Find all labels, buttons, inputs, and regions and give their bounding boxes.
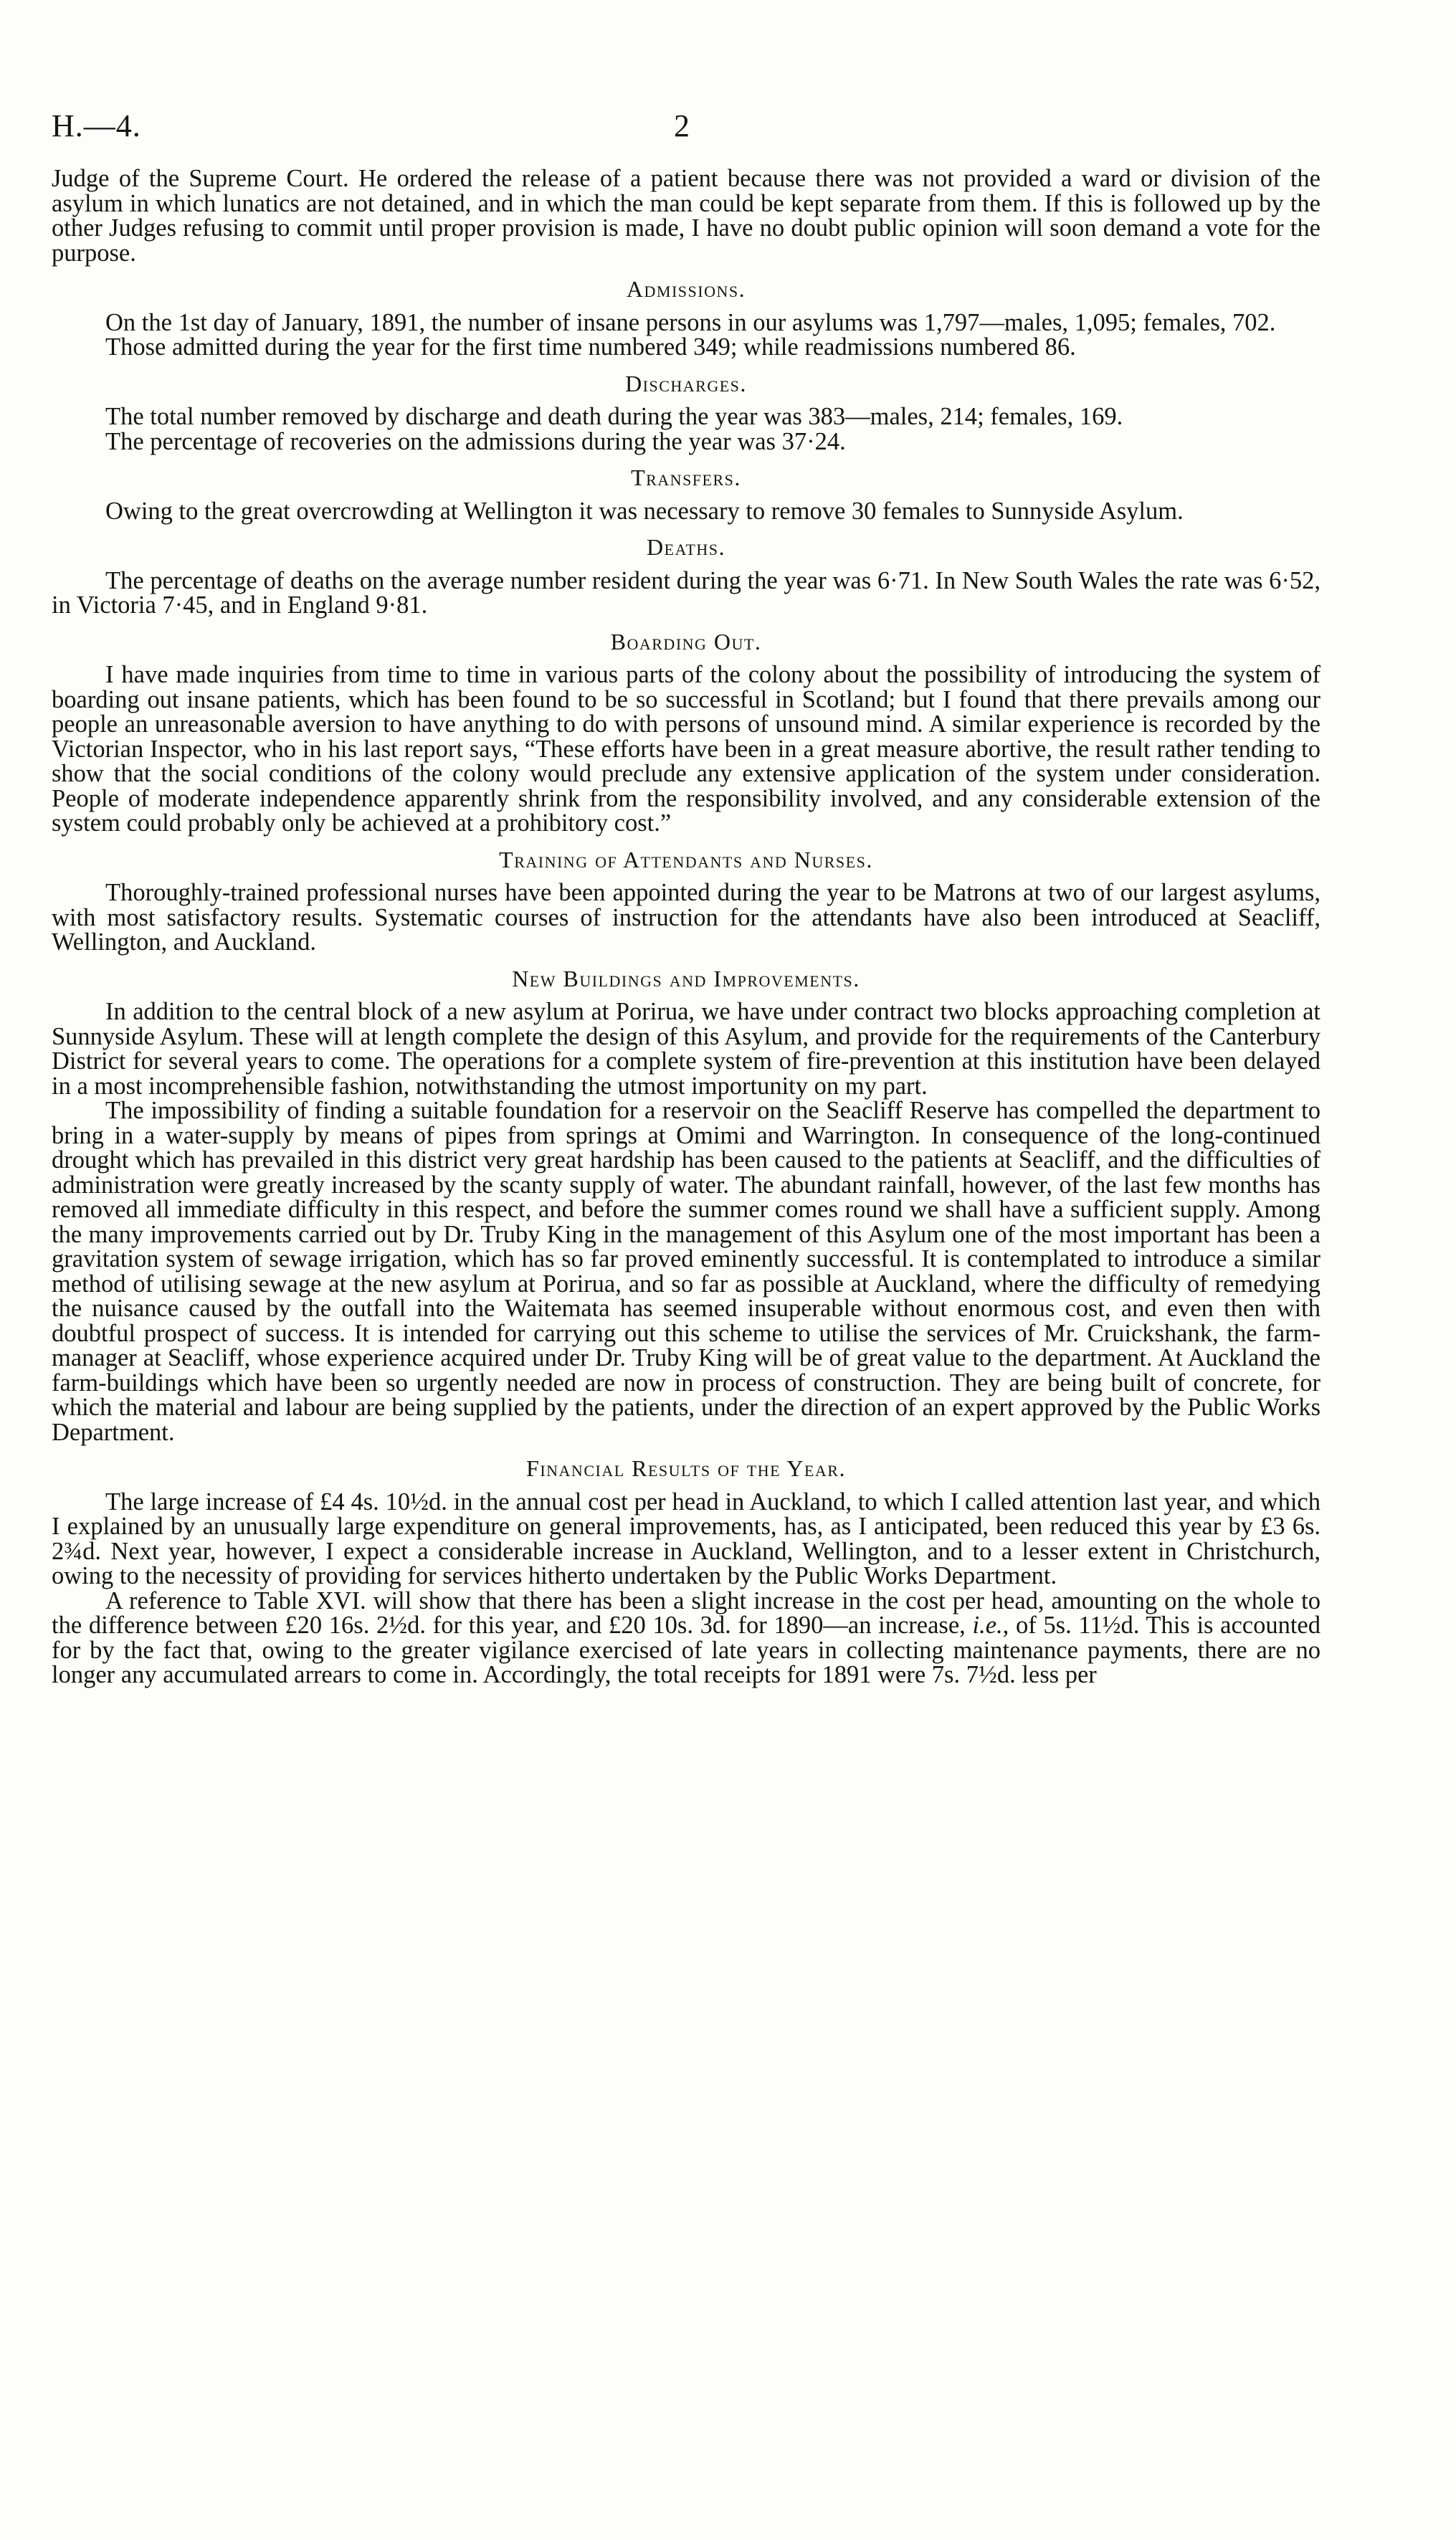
admissions-paragraph-1: On the 1st day of January, 1891, the number of insane persons in our asylums was 1,797—males, 1,095; females, 702. — [105, 308, 1276, 336]
heading-new-buildings: New Buildings and Improvements. — [512, 965, 860, 991]
admissions-paragraph-2: Those admitted during the year for the first time numbered 349; while readmissions numbered 86. — [105, 333, 1076, 361]
financial-paragraph-2-part-1: A reference to Table XVI. will show that there has been a slight increase in the cost per head, amounting on the whole to the difference between £20 16s. 2½d. for this year, and £20 10s. 3d. for 1890—an increase, — [52, 1587, 1321, 1639]
intro-paragraph: Judge of the Supreme Court. He ordered the release of a patient because there was not provided a ward or division of the asylum in which lunatics are not detained, and in which the man could be kept separate from them. If this is followed up by the other Judges refusing to commit until proper provision is made, I have no doubt public opinion will soon demand a vote for the purpose. — [52, 165, 1321, 267]
heading-deaths: Deaths. — [646, 534, 726, 560]
page-number: 2 — [674, 108, 690, 143]
heading-training: Training of Attendants and Nurses. — [499, 846, 873, 872]
heading-transfers: Transfers. — [631, 465, 741, 490]
training-paragraph: Thoroughly-trained professional nurses have been appointed during the year to be Matrons at two of our largest asylums, with most satisfactory results. Systematic courses of instruction for the attendants have also been introduced at Seacliff, Wellington, and Auckland. — [52, 879, 1321, 956]
new-buildings-paragraph-1: In addition to the central block of a new asylum at Porirua, we have under contract two blocks approaching completion at Sunnyside Asylum. These will at length complete the design of this Asylum, and provide for the requirements of the Canterbury District for several years to come. The operations for a complete system of fire-prevention at this institution have been delayed in a most incomprehensible fashion, notwithstanding the utmost importunity on my part. — [52, 998, 1321, 1100]
boarding-out-paragraph: I have made inquiries from time to time in various parts of the colony about the possibility of introducing the system of boarding out insane patients, which has been found to be so successful in Scotland; but I found that there prevails among our people an unreasonable aversion to have anything to do with persons of unsound mind. A similar experience is recorded by the Victorian Inspector, who in his last report says, “These efforts have been in a great measure abortive, the result rather tending to show that the social conditions of the colony would preclude any extensive application of the system under consideration. People of moderate independence apparently shrink from the responsibility involved, and any considerable extension of the system could probably only be achieved at a prohibitory cost.” — [52, 661, 1321, 837]
discharges-paragraph-2: The percentage of recoveries on the admissions during the year was 37·24. — [105, 427, 846, 455]
report-code: H.—4. — [52, 108, 141, 143]
heading-discharges: Discharges. — [625, 370, 747, 396]
heading-financial-results: Financial Results of the Year. — [526, 1455, 846, 1481]
heading-boarding-out: Boarding Out. — [610, 628, 762, 655]
transfers-paragraph: Owing to the great overcrowding at Wellington it was necessary to remove 30 females to Sunnyside Asylum. — [105, 497, 1184, 525]
document-body — [52, 166, 1321, 1698]
financial-paragraph-1: The large increase of £4 4s. 10½d. in the annual cost per head in Auckland, to which I called attention last year, and which I explained by an unusually large expenditure on general improvements, has, as I anticipated, been reduced this year by £3 6s. 2¾d. Next year, however, I expect a considerable increase in Auckland, Wellington, and to a lesser extent in Christchurch, owing to the necessity of providing for services hitherto undertaken by the Public Works Department. — [52, 1488, 1321, 1589]
financial-paragraph-2-italic: i.e. — [972, 1612, 1003, 1639]
heading-admissions: Admissions. — [626, 276, 746, 302]
discharges-paragraph-1: The total number removed by discharge and death during the year was 383—males, 214; females, 169. — [105, 403, 1123, 430]
financial-paragraph-2 — [52, 1589, 1321, 1688]
deaths-paragraph: The percentage of deaths on the average number resident during the year was 6·71. In New South Wales the rate was 6·52, in Victoria 7·45, and in England 9·81. — [52, 566, 1321, 619]
financial-paragraph-2-part-2: , of 5s. 11½d. This is accounted for by the fact that, owing to the greater vigilance exercised of late years in collecting maintenance payments, there are no longer any accumulated arrears to come in. Accordingly, the total receipts for 1891 were 7s. 7½d. less per — [52, 1612, 1321, 1688]
new-buildings-paragraph-2: The impossibility of finding a suitable foundation for a reservoir on the Seacliff Reserve has compelled the department to bring in a water-supply by means of pipes from springs at Omimi and Warrington. In consequence of the long-continued drought which has prevailed in this district very great hardship has been caused to the patients at Seacliff, and the difficulties of administration were greatly increased by the scanty supply of water. The abundant rainfall, however, of the last few months has removed all immediate difficulty in this respect, and before the summer comes round we shall have a sufficient supply. Among the many improvements carried out by Dr. Truby King in the management of this Asylum one of the most important has been a gravitation system of sewage irrigation, which has so far proved eminently successful. It is contemplated to introduce a similar method of utilising sewage at the new asylum at Porirua, and so far as possible at Auckland, where the difficulty of remedying the nuisance caused by the outfall into the Waitemata has seemed insuperable without enormous cost, and even then with doubtful prospect of success. It is intended for carrying out this scheme to utilise the services of Mr. Cruickshank, the farm-manager at Seacliff, whose experience acquired under Dr. Truby King will be of great value to the department. At Auckland the farm-buildings which have been so urgently needed are now in process of construction. They are being built of concrete, for which the material and labour are being supplied by the patients, under the direction of an expert approved by the Public Works Department. — [52, 1097, 1321, 1446]
